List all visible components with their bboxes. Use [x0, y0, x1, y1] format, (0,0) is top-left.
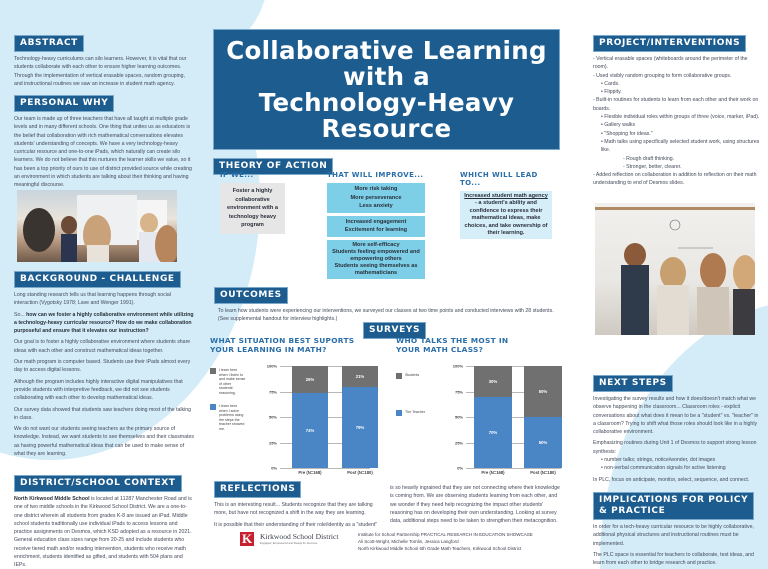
intervention-item: - Added reflection on collaboration in addition to reflection on their math understanding to end of Desmos slides. [593, 172, 757, 187]
implications-section [593, 492, 761, 567]
toa-improve-group-2 [327, 216, 425, 237]
x-label: Pre (N=168) [481, 470, 505, 475]
intervention-subitem: • Cards. [601, 80, 620, 87]
intervention-item: - Built-in routines for students to learn from each other and their work on boards. [593, 97, 759, 112]
bar-segment-blue: 50% [524, 417, 562, 468]
title-line-4: Resource [321, 113, 452, 143]
toa-lead-to-heading: WHICH WILL LEAD TO... [460, 171, 538, 187]
district-logo-text [260, 532, 352, 545]
toa-outcome-item: Students feeling empowered and empowering others [332, 248, 420, 262]
toa-col-if-we [220, 171, 285, 234]
title-line-1: Collaborative Learning [226, 35, 547, 65]
surveys-heading: SURVEYS [363, 322, 426, 339]
abstract-section [14, 32, 194, 88]
students-at-whiteboard-illustration [595, 203, 755, 335]
outcomes-text: To learn how students were experiencing our interventions, we surveyed our classes at two time points and conducted interviews with 28 students. (See supplemental handout for interview highlights.) [218, 308, 554, 323]
implications-p2: The PLC space is essential for teachers to collaborate, test ideas, and learn from each other to bridge research and practice. [593, 551, 754, 567]
kirkwood-logo-icon: K [241, 531, 253, 546]
chart-1-plot [266, 363, 373, 475]
chart-who-talks [396, 336, 566, 476]
implications-heading-line-1: IMPLICATIONS FOR POLICY [599, 495, 749, 505]
chart-1-legend-gray [210, 368, 246, 396]
intervention-subitem: • Flexible individual roles within groups of three (voice, marker, iPad). [601, 114, 760, 121]
classroom-photo-left [17, 190, 177, 262]
theory-of-action-heading: THEORY OF ACTION [213, 158, 333, 175]
project-interventions-heading: PROJECT/INTERVENTIONS [593, 35, 746, 52]
toa-lead-to-box [460, 191, 552, 239]
background-p3: Our goal is to foster a highly collaborative environment where students share ideas with each other and construct mathematical ideas together. [14, 339, 191, 354]
bar-segment-blue: 74% [292, 393, 328, 468]
next-steps-p3: In PLC, focus on anticipate, monitor, select, sequence, and connect. [593, 476, 750, 483]
legend-label: I learn best when I listen to and make sense of other students' reasoning. [219, 368, 246, 395]
implications-p1: In order for a tech-heavy curricular resource to be highly collaborative, additional physical structures and instructional routines must be implemented. [593, 524, 754, 547]
bar-post [524, 366, 562, 468]
toa-improve-group-1 [327, 183, 425, 213]
intervention-subitem: • Gallery walks [601, 122, 636, 129]
abstract-heading: ABSTRACT [14, 35, 84, 52]
district-context-heading: DISTRICT/SCHOOL CONTEXT [14, 475, 182, 492]
gridline [457, 465, 561, 471]
background-p4: Our math program is computer based. Students use their iPads almost every day to access digital lessons. [14, 359, 191, 374]
y-tick: 25% [268, 440, 277, 445]
intervention-subitem: • "Shopping for ideas." [601, 130, 653, 137]
toa-if-we-box: Foster a highly collaborative environment with a technology heavy program [220, 183, 285, 234]
chart-2-legend-gray [396, 373, 436, 379]
toa-improve-heading: THAT WILL IMPROVE... [327, 171, 424, 179]
background-p7: We do not want our students seeing teachers as the primary source of knowledge. Instead, we want students to see themselves and their classmates as having powerful mathematical ideas that can be used to make sense of what they are learning. [14, 426, 194, 458]
background-challenge-heading: BACKGROUND - CHALLENGE [14, 271, 181, 288]
reflections-continued [390, 481, 562, 525]
y-tick: 50% [454, 414, 463, 420]
x-label: Post (N=180) [347, 470, 373, 475]
y-tick: 75% [268, 389, 277, 394]
implications-heading-line-2: & PRACTICE [599, 506, 666, 516]
y-tick: 50% [268, 414, 277, 420]
legend-label: I learn best when I solve problems using the steps the teacher showed me. [219, 404, 245, 431]
background-p6: Our survey data showed that students saw teachers doing most of the talking in class. [14, 406, 192, 421]
footer [240, 532, 570, 562]
outcomes-section [214, 284, 566, 324]
intervention-subitem: • Math talks using specifically selected student work, using structures like. [601, 138, 760, 154]
bar-segment-blue: 70% [474, 397, 512, 468]
chart-2-legend-blue [396, 410, 436, 416]
bar-post [342, 366, 378, 468]
next-steps-section [593, 372, 761, 484]
reflections-p1: This is an interesting result... Students recognize that they are talking more, but have not recognized a shift in the way they are learning. [214, 502, 373, 517]
intervention-subitem: • Flippity. [601, 89, 622, 96]
x-label: Pre (N=168) [298, 470, 322, 475]
toa-outcome-item: More risk taking [354, 186, 398, 192]
legend-label: The Teacher [405, 410, 425, 414]
intervention-item: - Used visibly random grouping to form collaborative groups. [593, 72, 732, 79]
background-challenge-section [14, 268, 194, 458]
background-p1: Long standing research tells us that learning happens through social interaction (Vygotsky 1978; Lave and Wenger 1991). [14, 292, 171, 307]
toa-outcome-item: More perseverance [350, 194, 402, 201]
toa-outcome-item: Less anxiety [359, 203, 393, 210]
next-steps-bullet: • non-verbal communication signals for active listening [601, 465, 726, 472]
interventions-list [593, 55, 761, 188]
y-tick: 100% [452, 363, 463, 369]
bar-segment-gray: 26% [292, 366, 328, 393]
bullet-text: number talks; strings, notice/wonder, dot images [604, 457, 716, 464]
students-at-whiteboard-illustration [17, 190, 177, 262]
footer-line-3: North Kirkwood Middle School 6th Grade Math Teachers, Kirkwood School District [358, 545, 522, 551]
toa-col-improve [327, 171, 425, 282]
footer-line-1: Institute for School Partnership PRACTICAL RESEARCH IN EDUCATION SHOWCASE [358, 532, 533, 537]
title-line-3: Technology-Heavy [258, 87, 515, 117]
toa-outcome-item: Students seeing themselves as mathematicians [334, 262, 418, 276]
intervention-item: - Vertical erasable spaces (whiteboards around the perimeter of the room). [593, 56, 748, 71]
legend-swatch-gray [396, 373, 402, 379]
implications-heading [593, 492, 754, 520]
chart-1-title: WHAT SITUATION BEST SUPORTS YOUR LEARNING IN MATH? [210, 336, 355, 354]
intervention-subsubitem: - Stronger, better, clearer. [623, 163, 682, 170]
legend-label: Students [405, 373, 420, 377]
x-label: Post (N=180) [530, 470, 556, 475]
y-tick: 25% [454, 440, 463, 445]
toa-outcome-item: Increased engagement [345, 218, 407, 225]
chart-1-legend-blue [210, 404, 246, 432]
bar-pre [292, 366, 328, 468]
project-interventions-section [593, 32, 761, 188]
gridline [271, 465, 370, 471]
next-steps-bullet: • number talks; strings, notice/wonder, dot images [601, 457, 716, 464]
toa-col-lead-to [460, 171, 552, 239]
district-context-body: is located at 11287 Manchester Road and is one of two middle schools in the Kirkwood School District. We are a one-to-one district wherein all students from grades K-8 are issued an iPad. Middle school students traditionally use individual iPads to access lessons and practice assignments on Desmos, which KSD adopted as a resource in 2021. General education class sizes range from 20-25 and include students who receive tiered math and/or reading intervention, students who receive math enrichment, students identified as gifted, and students with 504 plans and IEPs. [14, 496, 192, 569]
y-tick: 0% [457, 465, 463, 471]
bar-segment-gray: 21% [342, 366, 378, 387]
classroom-photo-right [595, 203, 755, 335]
legend-swatch-blue [210, 404, 216, 410]
toa-improve-group-3 [327, 240, 425, 279]
reflections-heading: REFLECTIONS [214, 481, 301, 498]
title-line-2: with a [342, 61, 431, 91]
bar-segment-gray: 50% [524, 366, 562, 417]
reflections-section [214, 478, 384, 529]
outcomes-heading: OUTCOMES [214, 287, 288, 304]
bullet-text: non-verbal communication signals for active listening [604, 465, 726, 472]
legend-swatch-blue [396, 410, 402, 416]
bar-segment-gray: 30% [474, 366, 512, 397]
math-agency-definition: - a student's ability and confidence to express their mathematical ideas, make choices, and take ownership of their learning. [464, 200, 548, 237]
y-tick: 0% [271, 465, 277, 471]
district-tagline: Engaged, Empowered and Ready for Success [260, 541, 318, 545]
y-tick: 75% [454, 389, 463, 394]
district-context-text [14, 495, 194, 569]
bar-pre [474, 366, 512, 468]
background-p2 [14, 311, 194, 336]
next-steps-p1: Investigating the survey results and how it does/doesn't match what we observe happening in the classroom... Classroom roles - explicit conversations about what does it mean to be a "student" vs. "teacher" in a classroom? Trying to shift what those roles should look like in a highly collaborative environment. [593, 396, 759, 436]
background-question: how can we foster a highly collaborative environment while utilizing a technology-heavy curricular resource? How do we make collaboration purposeful and ensure that it elevates our instruction? [14, 311, 194, 335]
math-agency-term: Increased student math agency [464, 193, 548, 199]
personal-why-text: Our team is made up of three teachers that have all taught at multiple grade levels and in many different schools. One thing that unites us as educators is the belief that collaboration with rich mathematical conversations elevates students' understanding of concepts. We have a very technology-heavy curricular resource and one-to-one iPads, which naturally can create silo learners. We do not believe that this nurtures the learner skills we value, so it has been a top priority of ours to use of district provided source while creating an environment in which students are talking about their thinking and having meaningful discourse. [14, 116, 192, 189]
district-name: Kirkwood School District [260, 532, 339, 541]
y-tick: 100% [266, 363, 277, 369]
next-steps-heading: NEXT STEPS [593, 375, 673, 392]
personal-why-section [14, 92, 194, 190]
background-p5: Although the program includes highly interactive digital manipulatives that provide students with interpretive feedback, we did not see students collaborating with each other to develop mathematical ideas. [14, 378, 183, 402]
toa-if-we-heading: IF WE... [220, 171, 254, 179]
background-p2-prefix: So... [14, 311, 27, 318]
footer-credits [358, 532, 533, 552]
toa-outcome-item: More self-efficacy [352, 241, 400, 248]
chart-2-title: WHO TALKS THE MOST IN YOUR MATH CLASS? [396, 336, 509, 354]
footer-line-2: Ali Scott-Wright, Michelle Tomlin, Jessica Langford [358, 538, 459, 544]
next-steps-p2: Emphasizing routines during Unit 1 of Desmos to support strong lesson synthesis: [593, 440, 757, 455]
intervention-subsubitem: - Rough draft thinking. [623, 155, 675, 162]
bar-segment-blue: 79% [342, 387, 378, 468]
legend-swatch-gray [210, 368, 216, 374]
school-name: North Kirkwood Middle School [14, 496, 90, 502]
personal-why-heading: PERSONAL WHY [14, 95, 114, 112]
district-context-section [14, 472, 194, 569]
poster-title-banner [213, 29, 560, 150]
chart-2-plot [452, 363, 561, 475]
abstract-text: Technology-heavy curriculums can silo learners. However, it is vital that our students collaborate with each other to ensure higher learning outcomes. Through the implementation of vertical erasable spaces, random grouping, and instructional routines we saw an increase in student math agency. [14, 56, 187, 87]
toa-outcome-item: Excitement for learning [344, 227, 408, 234]
reflections-p2: It is possible that their understanding of their role/identity as a "student" [214, 521, 378, 528]
reflections-p2-continued: is so heavily ingrained that they are not connecting where their knowledge is coming from. We are observing students learning from each other, and we wonder if they need help recognizing the impact other students' reasoning has on developing their own understanding. Looking at survey data, additional steps need to be taken to strengthen their metacognition. [390, 485, 560, 525]
poster-title [226, 35, 547, 143]
chart-learning-support [210, 336, 373, 476]
